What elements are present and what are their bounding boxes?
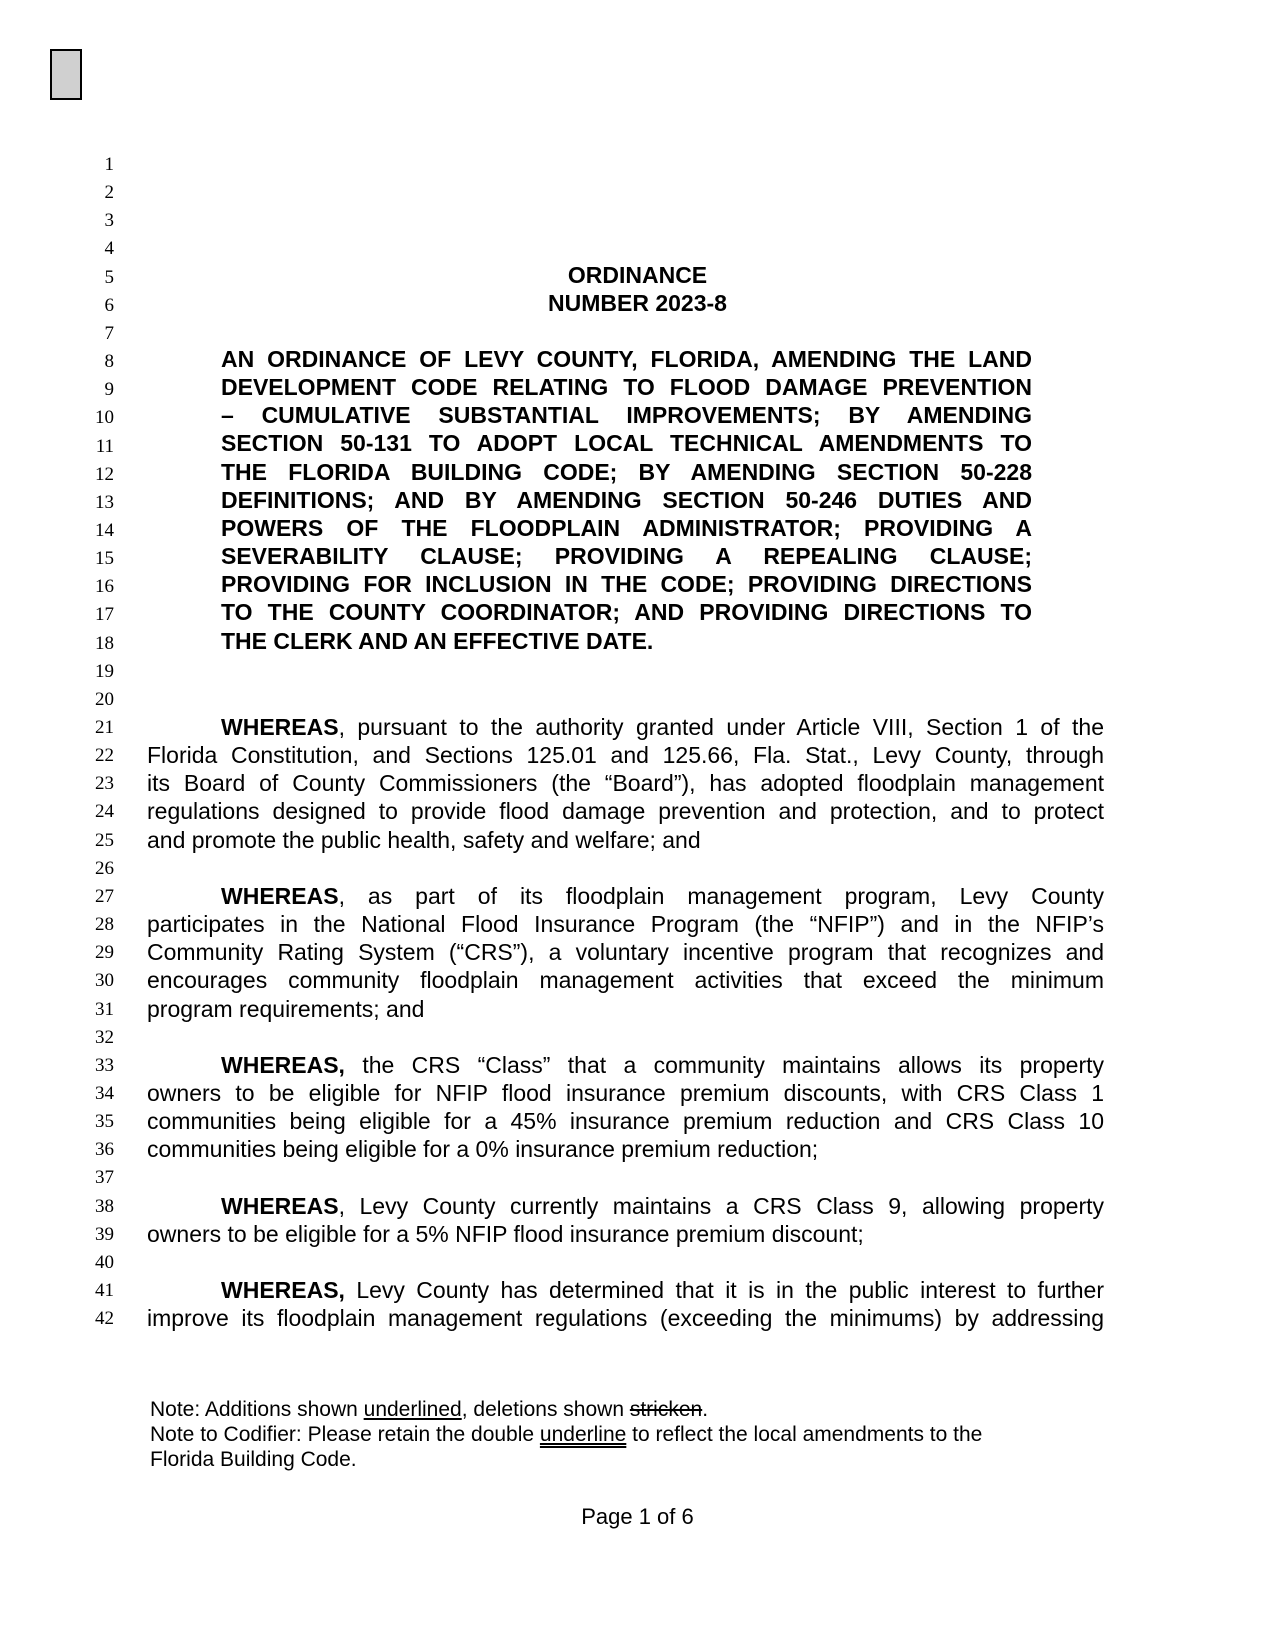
whereas-line: improve its floodplain management regulations (exceeding the minimums) by addressing [147,1305,1104,1332]
line-number: 29 [95,942,114,964]
line-number: 42 [95,1308,114,1330]
whereas-line: WHEREAS, as part of its floodplain management program, Levy County [221,882,1104,909]
line-number: 40 [95,1251,114,1273]
line-number: 10 [95,407,114,429]
stricken-example: stricken [629,1398,703,1421]
whereas-keyword: WHEREAS, [221,1277,345,1303]
line-number: 9 [104,379,114,401]
whereas-line: owners to be eligible for NFIP flood insurance premium discounts, with CRS Class 1 [147,1079,1104,1106]
caption-line: POWERS OF THE FLOODPLAIN ADMINISTRATOR; PROVIDING A [221,514,1032,541]
line-number: 5 [104,266,114,288]
whereas-line: its Board of County Commissioners (the “Board”), has adopted floodplain management [147,770,1104,797]
page-number: Page 1 of 6 [581,1504,694,1529]
whereas-line: participates in the National Flood Insurance Program (the “NFIP”) and in the NFIP’s [147,911,1104,938]
caption-line: SECTION 50-131 TO ADOPT LOCAL TECHNICAL AMENDMENTS TO [221,430,1032,457]
whereas-keyword: WHEREAS [221,1192,339,1219]
whereas-line: WHEREAS, pursuant to the authority granted under Article VIII, Section 1 of the [221,714,1104,740]
line-number: 19 [95,660,114,682]
line-number: 3 [104,210,114,232]
line-number: 11 [95,435,114,457]
line-number: 8 [104,351,114,373]
line-number: 33 [95,1054,114,1076]
whereas-line: and promote the public health, safety and welfare; and [147,826,701,853]
line-number: 13 [95,491,114,513]
line-number: 32 [95,1026,114,1048]
line-number: 28 [95,914,114,936]
whereas-line: Community Rating System (“CRS”), a voluntary incentive program that recognizes and [147,939,1104,966]
line-number: 7 [104,322,114,344]
ordinance-number: NUMBER 2023-8 [548,290,727,316]
line-number: 18 [95,632,114,654]
line-number: 12 [95,463,114,485]
whereas-line: Florida Constitution, and Sections 125.01 and 125.66, Fla. Stat., Levy County, through [147,742,1104,769]
whereas-line: program requirements; and [147,995,425,1022]
line-number: 15 [95,548,114,570]
line-number: 27 [95,885,114,907]
line-number: 4 [104,238,114,260]
corner-box [50,49,82,100]
ordinance-title: ORDINANCE [567,262,708,288]
line-number: 16 [95,576,114,598]
line-number: 41 [95,1280,114,1301]
caption-line: THE CLERK AND AN EFFECTIVE DATE. [221,627,654,654]
whereas-line: WHEREAS, the CRS “Class” that a community maintains allows its property [221,1051,1104,1078]
caption-line: PROVIDING FOR INCLUSION IN THE CODE; PROVIDING DIRECTIONS [221,571,1032,598]
note-additions-deletions: Note: Additions shown underlined, deletions shown stricken. [150,1398,709,1421]
whereas-line: communities being eligible for a 0% insurance premium reduction; [147,1136,819,1163]
whereas-keyword: WHEREAS [221,882,339,909]
double-underline-example: underline [539,1423,627,1446]
line-number: 23 [95,773,114,795]
line-number: 1 [104,154,114,175]
line-number: 34 [95,1082,114,1104]
line-number: 38 [95,1195,114,1217]
whereas-line: WHEREAS, Levy County has determined that it is in the public interest to further [221,1277,1104,1303]
line-number: 39 [95,1223,114,1245]
line-number: 31 [95,998,114,1020]
caption-line: DEVELOPMENT CODE RELATING TO FLOOD DAMAGE PREVENTION [221,374,1032,401]
caption-line: THE FLORIDA BUILDING CODE; BY AMENDING SECTION 50-228 [221,458,1032,485]
whereas-line: WHEREAS, Levy County currently maintains a CRS Class 9, allowing property [221,1192,1104,1219]
line-number: 21 [95,717,114,738]
line-number: 35 [95,1111,114,1133]
whereas-line: encourages community floodplain management activities that exceed the minimum [147,967,1104,994]
whereas-line: communities being eligible for a 45% insurance premium reduction and CRS Class 10 [147,1108,1104,1135]
whereas-line: regulations designed to provide flood damage prevention and protection, and to protect [147,798,1104,825]
line-number: 14 [95,519,114,541]
line-number: 37 [95,1167,114,1189]
caption-line: DEFINITIONS; AND BY AMENDING SECTION 50-246 DUTIES AND [221,486,1032,513]
note-to-codifier: Note to Codifier: Please retain the double underline to reflect the local amendments to the [150,1423,983,1446]
caption-line: AN ORDINANCE OF LEVY COUNTY, FLORIDA, AMENDING THE LAND [221,346,1032,372]
note-to-codifier-continued: Florida Building Code. [150,1448,357,1471]
whereas-keyword: WHEREAS, [221,1051,345,1078]
line-number: 2 [104,182,114,204]
line-number: 20 [95,688,114,710]
underlined-example: underlined [363,1398,462,1421]
line-number: 22 [95,745,114,767]
line-number: 6 [104,294,114,316]
line-number: 26 [95,857,114,879]
caption-line: TO THE COUNTY COORDINATOR; AND PROVIDING DIRECTIONS TO [221,599,1032,626]
line-number: 17 [95,604,114,626]
line-number: 24 [95,801,114,823]
caption-line: – CUMULATIVE SUBSTANTIAL IMPROVEMENTS; BY AMENDING [221,402,1032,429]
line-number: 25 [95,829,114,851]
whereas-keyword: WHEREAS [221,714,339,740]
whereas-line: owners to be eligible for a 5% NFIP flood insurance premium discount; [147,1220,864,1247]
caption-line: SEVERABILITY CLAUSE; PROVIDING A REPEALING CLAUSE; [221,543,1032,570]
line-number: 30 [95,970,114,992]
line-number: 36 [95,1139,114,1161]
